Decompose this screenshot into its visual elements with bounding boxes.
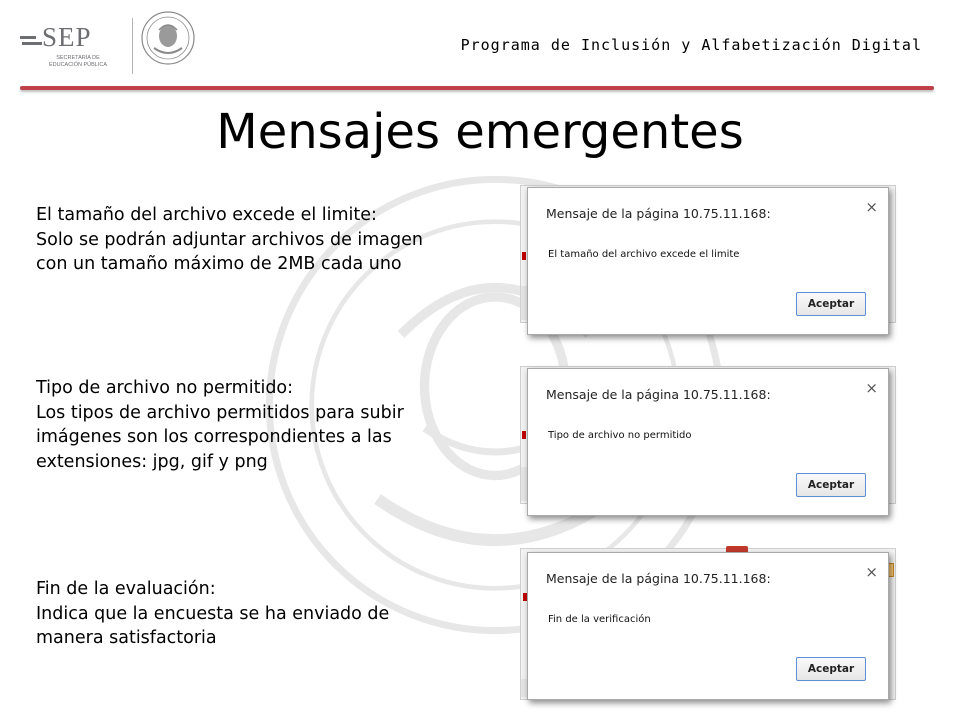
close-icon[interactable]: × [865,563,878,581]
dialog-title: Mensaje de la página 10.75.11.168: [546,571,771,586]
dialog-message: Tipo de archivo no permitido [548,430,692,441]
header-rule [20,86,934,90]
dialog-message: Fin de la verificación [548,614,651,625]
sep-logo-subtitle: SECRETARÍA DE EDUCACIÓN PÚBLICA [48,55,108,68]
sep-logo-text: SEP [42,22,92,52]
accept-button[interactable]: Aceptar [796,657,866,681]
program-title: Programa de Inclusión y Alfabetización Digital [460,36,922,54]
page-title: Mensajes emergentes [216,104,744,160]
accept-button[interactable]: Aceptar [796,473,866,497]
alert-dialog-size [527,187,889,335]
sep-logo-stripe [20,36,36,39]
logo-divider [132,18,133,74]
close-icon[interactable]: × [865,198,878,216]
national-seal-icon [140,10,196,66]
dialog-title: Mensaje de la página 10.75.11.168: [546,387,771,402]
section-description-end: Fin de la evaluación: Indica que la encuesta se ha enviado de manera satisfactoria [36,579,390,648]
dialog-title: Mensaje de la página 10.75.11.168: [546,206,771,221]
section-description-type: Tipo de archivo no permitido: Los tipos de archivo permitidos para subir imágenes son los correspondientes a las extensiones: jpg, gif y png [36,378,404,472]
sep-logo [20,22,130,72]
dialog-message: El tamaño del archivo excede el limite [548,249,740,260]
section-description-size: El tamaño del archivo excede el limite: Solo se podrán adjuntar archivos de imagen con un tamaño máximo de 2MB cada uno [36,205,423,274]
sep-logo-stripe [22,42,42,45]
alert-dialog-end [527,552,889,700]
close-icon[interactable]: × [865,379,878,397]
accept-button[interactable]: Aceptar [796,292,866,316]
alert-dialog-type [527,368,889,516]
